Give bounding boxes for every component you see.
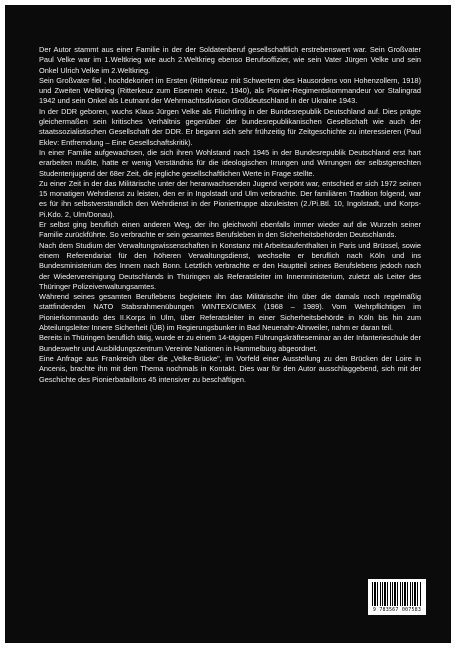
bio-paragraph: Eine Anfrage aus Frankreich über die „Velke-Brücke", im Vorfeld einer Ausstellung zu den Brücken der Loire in Ancenis, brachte ihn mit dem Thema nochmals in Kontakt. Dies war für den Autor ausschlaggebend, sich mit der Geschichte des Pionierbataillons 45 intensiver zu beschäftigen. — [39, 353, 421, 384]
isbn-barcode — [368, 579, 426, 615]
bio-paragraph: Bereits in Thüringen beruflich tätig, wurde er zu einem 14-tägigen Führungskräfteseminar an der Infanterieschule der Bundeswehr und Ausbildungszentrum Vereinte Nationen in Hammelburg abgeordnet. — [39, 333, 421, 353]
bio-paragraph: In einer Familie aufgewachsen, die sich ihren Wohlstand nach 1945 in der Bundesrepublik Deutschland erst hart erarbeiten mußte, hatte er wenig Verständnis für die ideologischen Irrungen und Wirrungen der selbstgerechten Studentenjugend der 68er Zeit, die jegliche gesellschaftlichen Werte in Frage stellte. — [39, 147, 421, 178]
bio-paragraph: Während seines gesamten Beruflebens begleitete ihn das Militärische ihn über die damals noch regelmäßig stattfindenden NATO Stabsrahmenübungen WINTEX/CIMEX (1968 – 1989). Vom Wehrpflichtigen im Pionierkommando des II.Korps in Ulm, über Referatsleiter in einer Sicherheitsbehörde in Köln bis hin zum Abteilungsleiter Innere Sicherheit (ÜB) im Regierungsbunker in Bad Neuenahr-Ahrweiler, nahm er daran teil. — [39, 292, 421, 333]
barcode-number: 9 783567 007583 — [372, 607, 422, 613]
bio-paragraph: Sein Großvater fiel , hochdekoriert im Ersten (Ritterkreuz mit Schwertern des Hausordens von Hohenzollern, 1918) und Zweiten Weltkrieg (Ritterkeuz zum Eisernen Kreuz, 1940), als Pionier-Regimentskommandeur vor Stalingrad 1942 und sein Onkel als Leutnant der Wehrmachtsdivision Großdeutschland in der Ukraine 1943. — [39, 75, 421, 106]
book-back-cover — [5, 5, 451, 643]
bio-paragraph: Zu einer Zeit in der das Militärische unter der heranwachsenden Jugend verpönt war, entschied er sich 1972 seinen 15 monatigen Wehrdienst zu leisten, den er in Ingolstadt und Ulm verbrachte. Der familiären Tradition folgend, war es für ihn selbstverständlich den Wehrdienst in der Pioniertruppe abzuleisten (2./Pi.Btl. 10, Ingolstadt, und Korps-Pi.Kdo. 2, Ulm/Donau). — [39, 178, 421, 219]
barcode-bars — [372, 582, 422, 606]
author-biography — [39, 45, 421, 385]
bio-paragraph: Er selbst ging beruflich einen anderen Weg, der ihn gleichwohl ebenfalls immer wieder auf die Wurzeln seiner Familie zurückführte. So verbrachte er sein gesamtes Berufsleben in den Sicherheitsbehörden Deutschlands. — [39, 220, 421, 240]
bio-paragraph: In der DDR geboren, wuchs Klaus Jürgen Velke als Flüchtling in der Bundesrepublik Deutschland auf. Dies prägte gleichermaßen sein kritisches Verhältnis gegenüber der bundesrepublikanischen Gesellschaft wie auch der staatssozialistischen Gesellschaft der DDR. Er begann sich sehr frühzeitig für Zeitgeschichte zu interessieren (Paul Eklev: Entfremdung – Eine Gesellschaftskritik). — [39, 106, 421, 147]
bio-paragraph: Der Autor stammt aus einer Familie in der der Soldatenberuf gesellschaftlich erstrebenswert war. Sein Großvater Paul Velke war im 1.Weltkrieg wie auch 2.Weltkrieg ebenso Berufsoffizier, wie sein Vater Jürgen Velke und sein Onkel Ulrich Velke im 2.Weltkrieg. — [39, 45, 421, 75]
bio-paragraph: Nach dem Studium der Verwaltungswissenschaften in Konstanz mit Arbeitsaufenthalten in Paris und Brüssel, sowie einem Referendariat für den höheren Verwaltungsdienst, wechselte er beruflich nach Köln und ins Bundesministerium des Innern nach Bonn. Letztlich verbrachte er den Hauptteil seines Berufslebens jedoch nach der Wiedervereinigung Deutschlands in Thüringen als Referatsleiter im Innenministerium, zuletzt als Leiter des Thüringer Polizeiverwaltungsamtes. — [39, 240, 421, 291]
